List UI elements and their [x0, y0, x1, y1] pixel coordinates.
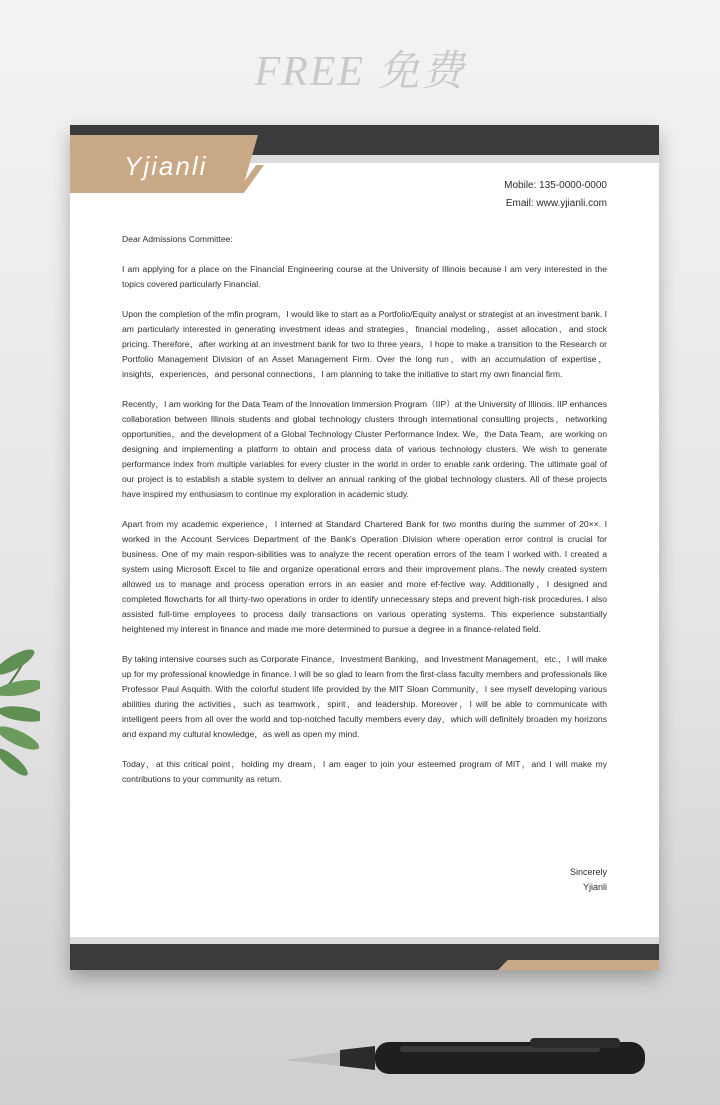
paragraph-5: By taking intensive courses such as Corporate Finance，Investment Banking，and Investment Management，etc.，I will make up for my professional knowledge in finance. I will be so glad to learn from the first-class faculty members and professionals like Professor Paul Asquith. With the colorful student life provided by the MIT Sloan Community，I see myself developing various abilities during the activities，such as teamwork，spirit，and leadership. Moreover，I will be able to communicate with intelligent peers from all over the world and top-notched faculty members every day，which will definitely broaden my horizons and expand my cultural knowledge，as well as open my mind.: [122, 654, 607, 739]
paragraph-4: Apart from my academic experience，I interned at Standard Chartered Bank for two months during the summer of 20××. I worked in the Account Services Department of the Bank's Operation Division where operation error control is crucial for business. One of my main respon-sibilities was to analyze the recent operation errors of the team I worked with. I created a system using Microsoft Excel to file and organize operational errors and their improvement plans. The newly created system allowed us to manage and process operation errors in an easier and more ef-fective way. Additionally，I designed and completed flowcharts for all thirty-two operations in order to identify unnecessary steps and prevent high-risk procedures. I also assisted full-time employees to process daily transactions on various operating systems. This experience substantially heightened my interest in finance and made me more determined to pursue a degree in a finance-related field.: [122, 519, 607, 634]
paragraph-1: I am applying for a place on the Financial Engineering course at the University of Illinois because I am very interested in the topics covered particularly Financial.: [122, 264, 607, 289]
fountain-pen-decoration: [280, 1028, 660, 1088]
paragraph-2: Upon the completion of the mfin program，I would like to start as a Portfolio/Equity analyst or strategist at an investment bank. I am particularly interested in generating investment ideas and strategies，financial modeling，asset allocation，and stock pricing. Therefore，after working at an investment bank for two to three years，I hope to make a transition to the Research or Portfolio Management Division of an Asset Management Firm. Over the long run，with an accumulation of expertise，insights，experiences，and personal connections，I am planning to take the initiative to start my own financial firm.: [122, 309, 607, 379]
footer-tan-accent: [498, 960, 659, 970]
mobile-line: Mobile: 135-0000-0000: [504, 180, 607, 191]
cover-letter-page: [70, 125, 659, 970]
salutation: Dear Admissions Committee:: [122, 234, 233, 244]
free-banner: FREE 免费: [254, 49, 466, 95]
email-line: Email: www.yjianli.com: [505, 198, 607, 209]
contact-block: [504, 177, 607, 213]
paragraph-6: Today，at this critical point，holding my dream，I am eager to join your esteemed program of MIT，and I will make my contributions to your community as return.: [122, 759, 607, 784]
letter-body: [122, 232, 607, 802]
signature: Yjianli: [582, 882, 607, 892]
applicant-name: Yjianli: [124, 151, 208, 181]
closing-word: Sincerely: [569, 867, 607, 877]
leaf-decoration: [0, 630, 40, 810]
footer-gray-stripe: [70, 937, 659, 944]
header-gray-stripe: [240, 155, 659, 163]
paragraph-3: Recently，I am working for the Data Team of the Innovation Immersion Program（IIP）at the University of Illinois. IIP enhances collaboration between Illinois students and global technology clusters through international consulting projects，networking opportunities，and the development of a Global Technology Cluster Performance Index. We，the Data Team，are working on designing and implementing a platform to obtain and process data of various technology clusters. We wish to generate performance index from multiple variables for every cluster in the world in order to enable rank ordering. The ultimate goal of our project is to establish a stable system to deliver an annual ranking of the global technology clusters. All of these projects have inspired my enthusiasm to continue my exploration in academic study.: [122, 399, 607, 499]
closing-block: [570, 865, 607, 895]
